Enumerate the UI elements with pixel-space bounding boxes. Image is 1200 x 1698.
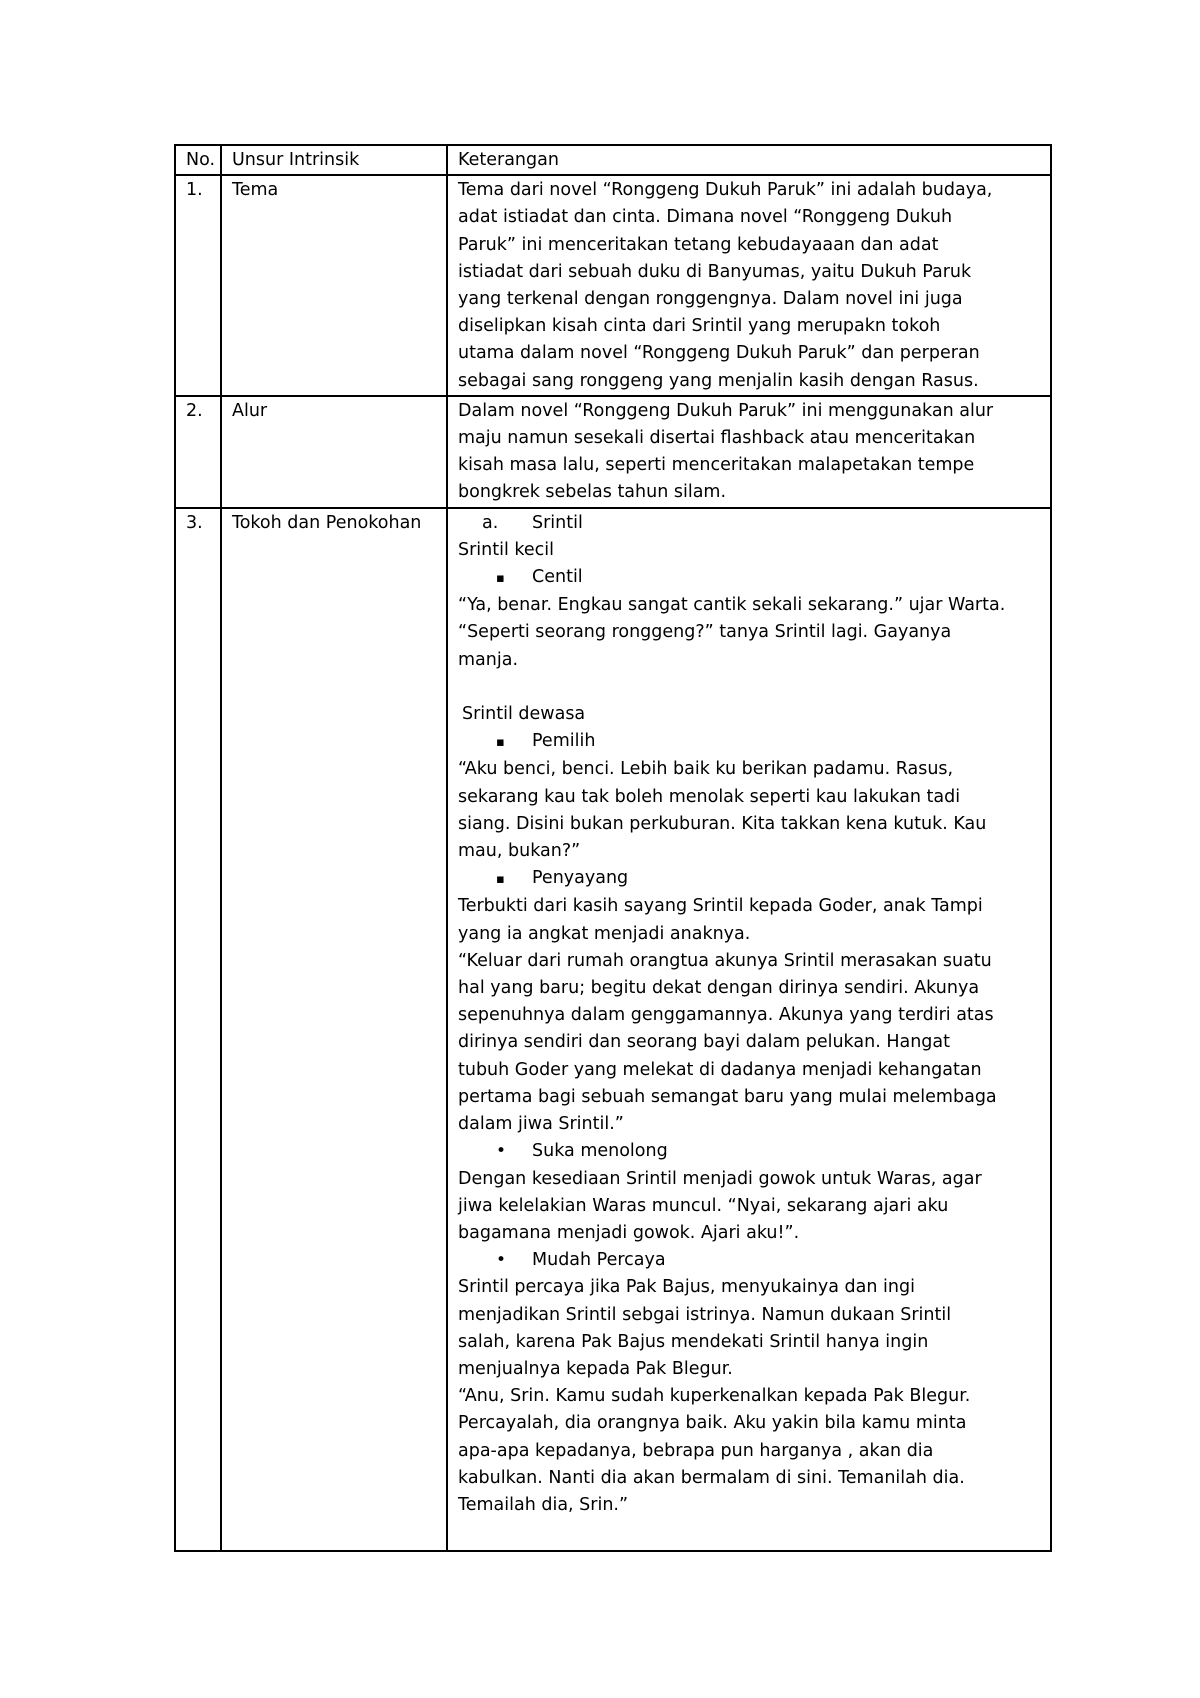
text-line: “Seperti seorang ronggeng?” tanya Srintil lagi. Gayanya <box>458 622 952 643</box>
text-line: Srintil percaya jika Pak Bajus, menyukainya dan ingi <box>458 1277 915 1298</box>
text-line: siang. Disini bukan perkuburan. Kita takkan kena kutuk. Kau <box>458 813 987 834</box>
square-bullet-icon: ▪ <box>496 735 505 751</box>
text-line: Percayalah, dia orangnya baik. Aku yakin bila kamu minta <box>458 1413 967 1434</box>
round-bullet-icon: • <box>496 1250 507 1271</box>
bullet-pemilih <box>458 728 1042 756</box>
text-line: kabulkan. Nanti dia akan bermalam di sini. Temanilah dia. <box>458 1467 965 1488</box>
text-line: mau, bukan?” <box>458 841 581 862</box>
text-line: utama dalam novel “Ronggeng Dukuh Paruk” dan perperan <box>458 343 980 364</box>
row-keterangan <box>447 175 1051 396</box>
round-bullet-icon: • <box>496 1141 507 1162</box>
bullet-suka-menolong <box>458 1138 1042 1165</box>
row-number: 3. <box>175 508 221 1551</box>
text-line: “Keluar dari rumah orangtua akunya Srintil merasakan suatu <box>458 950 992 971</box>
table-row-tokoh <box>175 508 1051 1551</box>
text-line: menjualnya kepada Pak Blegur. <box>458 1358 733 1379</box>
text-line: bagamana menjadi gowok. Ajari aku!”. <box>458 1222 800 1243</box>
text-line: istiadat dari sebuah duku di Banyumas, yaitu Dukuh Paruk <box>458 261 972 282</box>
bullet-centil <box>458 564 1042 592</box>
text-line: Temailah dia, Srin.” <box>458 1494 629 1515</box>
text-line: yang terkenal dengan ronggengnya. Dalam novel ini juga <box>458 289 963 310</box>
subheading-srintil-dewasa: Srintil dewasa <box>462 704 586 725</box>
text-line: dalam jiwa Srintil.” <box>458 1114 624 1135</box>
table-row-tema <box>175 175 1051 396</box>
bullet-label: Penyayang <box>532 868 629 889</box>
square-bullet-icon: ▪ <box>496 571 505 587</box>
text-line: hal yang baru; begitu dekat dengan dirinya sendiri. Akunya <box>458 978 980 999</box>
row-unsur: Tema <box>221 175 447 396</box>
blank-line <box>458 674 1042 701</box>
bullet-label: Mudah Percaya <box>532 1250 666 1271</box>
text-line: adat istiadat dan cinta. Dimana novel “Ronggeng Dukuh <box>458 207 953 228</box>
text-line: salah, karena Pak Bajus mendekati Srintil hanya ingin <box>458 1331 929 1352</box>
row-unsur: Alur <box>221 396 447 508</box>
text-line: manja. <box>458 649 519 670</box>
text-line: sepenuhnya dalam genggamannya. Akunya yang terdiri atas <box>458 1005 994 1026</box>
row-number: 2. <box>175 396 221 508</box>
bullet-label: Centil <box>532 567 583 588</box>
text-line: Terbukti dari kasih sayang Srintil kepada Goder, anak Tampi <box>458 896 983 917</box>
header-keterangan: Keterangan <box>447 145 1051 175</box>
intrinsic-elements-table <box>174 144 1052 1552</box>
bullet-label: Suka menolong <box>532 1141 668 1162</box>
text-line: maju namun sesekali disertai flashback atau menceritakan <box>458 428 976 449</box>
bullet-mudah-percaya <box>458 1247 1042 1274</box>
text-line: apa-apa kepadanya, bebrapa pun harganya , akan dia <box>458 1440 934 1461</box>
bullet-label: Pemilih <box>532 731 596 752</box>
row-keterangan <box>447 396 1051 508</box>
row-keterangan <box>447 508 1051 1551</box>
text-line: bongkrek sebelas tahun silam. <box>458 482 727 503</box>
text-line: sekarang kau tak boleh menolak seperti kau lakukan tadi <box>458 786 961 807</box>
text-line: menjadikan Srintil sebgai istrinya. Namun dukaan Srintil <box>458 1304 952 1325</box>
list-marker: a. <box>482 512 499 533</box>
text-line: yang ia angkat menjadi anaknya. <box>458 923 751 944</box>
list-item-srintil <box>458 510 1042 537</box>
subheading-srintil-kecil: Srintil kecil <box>458 539 555 560</box>
text-line: kisah masa lalu, seperti menceritakan malapetakan tempe <box>458 455 975 476</box>
text-line: sebagai sang ronggeng yang menjalin kasih dengan Rasus. <box>458 370 979 391</box>
text-line: dirinya sendiri dan seorang bayi dalam pelukan. Hangat <box>458 1032 950 1053</box>
list-title: Srintil <box>532 512 583 533</box>
bullet-penyayang <box>458 865 1042 893</box>
text-line: “Aku benci, benci. Lebih baik ku berikan padamu. Rasus, <box>458 759 954 780</box>
row-number: 1. <box>175 175 221 396</box>
text-line: Paruk” ini menceritakan tetang kebudayaaan dan adat <box>458 234 939 255</box>
text-line: Dengan kesediaan Srintil menjadi gowok untuk Waras, agar <box>458 1168 982 1189</box>
text-line: “Ya, benar. Engkau sangat cantik sekali sekarang.” ujar Warta. <box>458 595 1006 616</box>
header-unsur: Unsur Intrinsik <box>221 145 447 175</box>
text-line: “Anu, Srin. Kamu sudah kuperkenalkan kepada Pak Blegur. <box>458 1386 971 1407</box>
header-no: No. <box>175 145 221 175</box>
table-row-alur <box>175 396 1051 508</box>
square-bullet-icon: ▪ <box>496 872 505 888</box>
text-line: Tema dari novel “Ronggeng Dukuh Paruk” ini adalah budaya, <box>458 180 993 201</box>
text-line: tubuh Goder yang melekat di dadanya menjadi kehangatan <box>458 1059 982 1080</box>
table-header-row <box>175 145 1051 175</box>
row-unsur: Tokoh dan Penokohan <box>221 508 447 1551</box>
text-line: jiwa kelelakian Waras muncul. “Nyai, sekarang ajari aku <box>458 1195 949 1216</box>
text-line: pertama bagi sebuah semangat baru yang mulai melembaga <box>458 1086 997 1107</box>
text-line: diselipkan kisah cinta dari Srintil yang merupakn tokoh <box>458 316 941 337</box>
text-line: Dalam novel “Ronggeng Dukuh Paruk” ini menggunakan alur <box>458 400 994 421</box>
